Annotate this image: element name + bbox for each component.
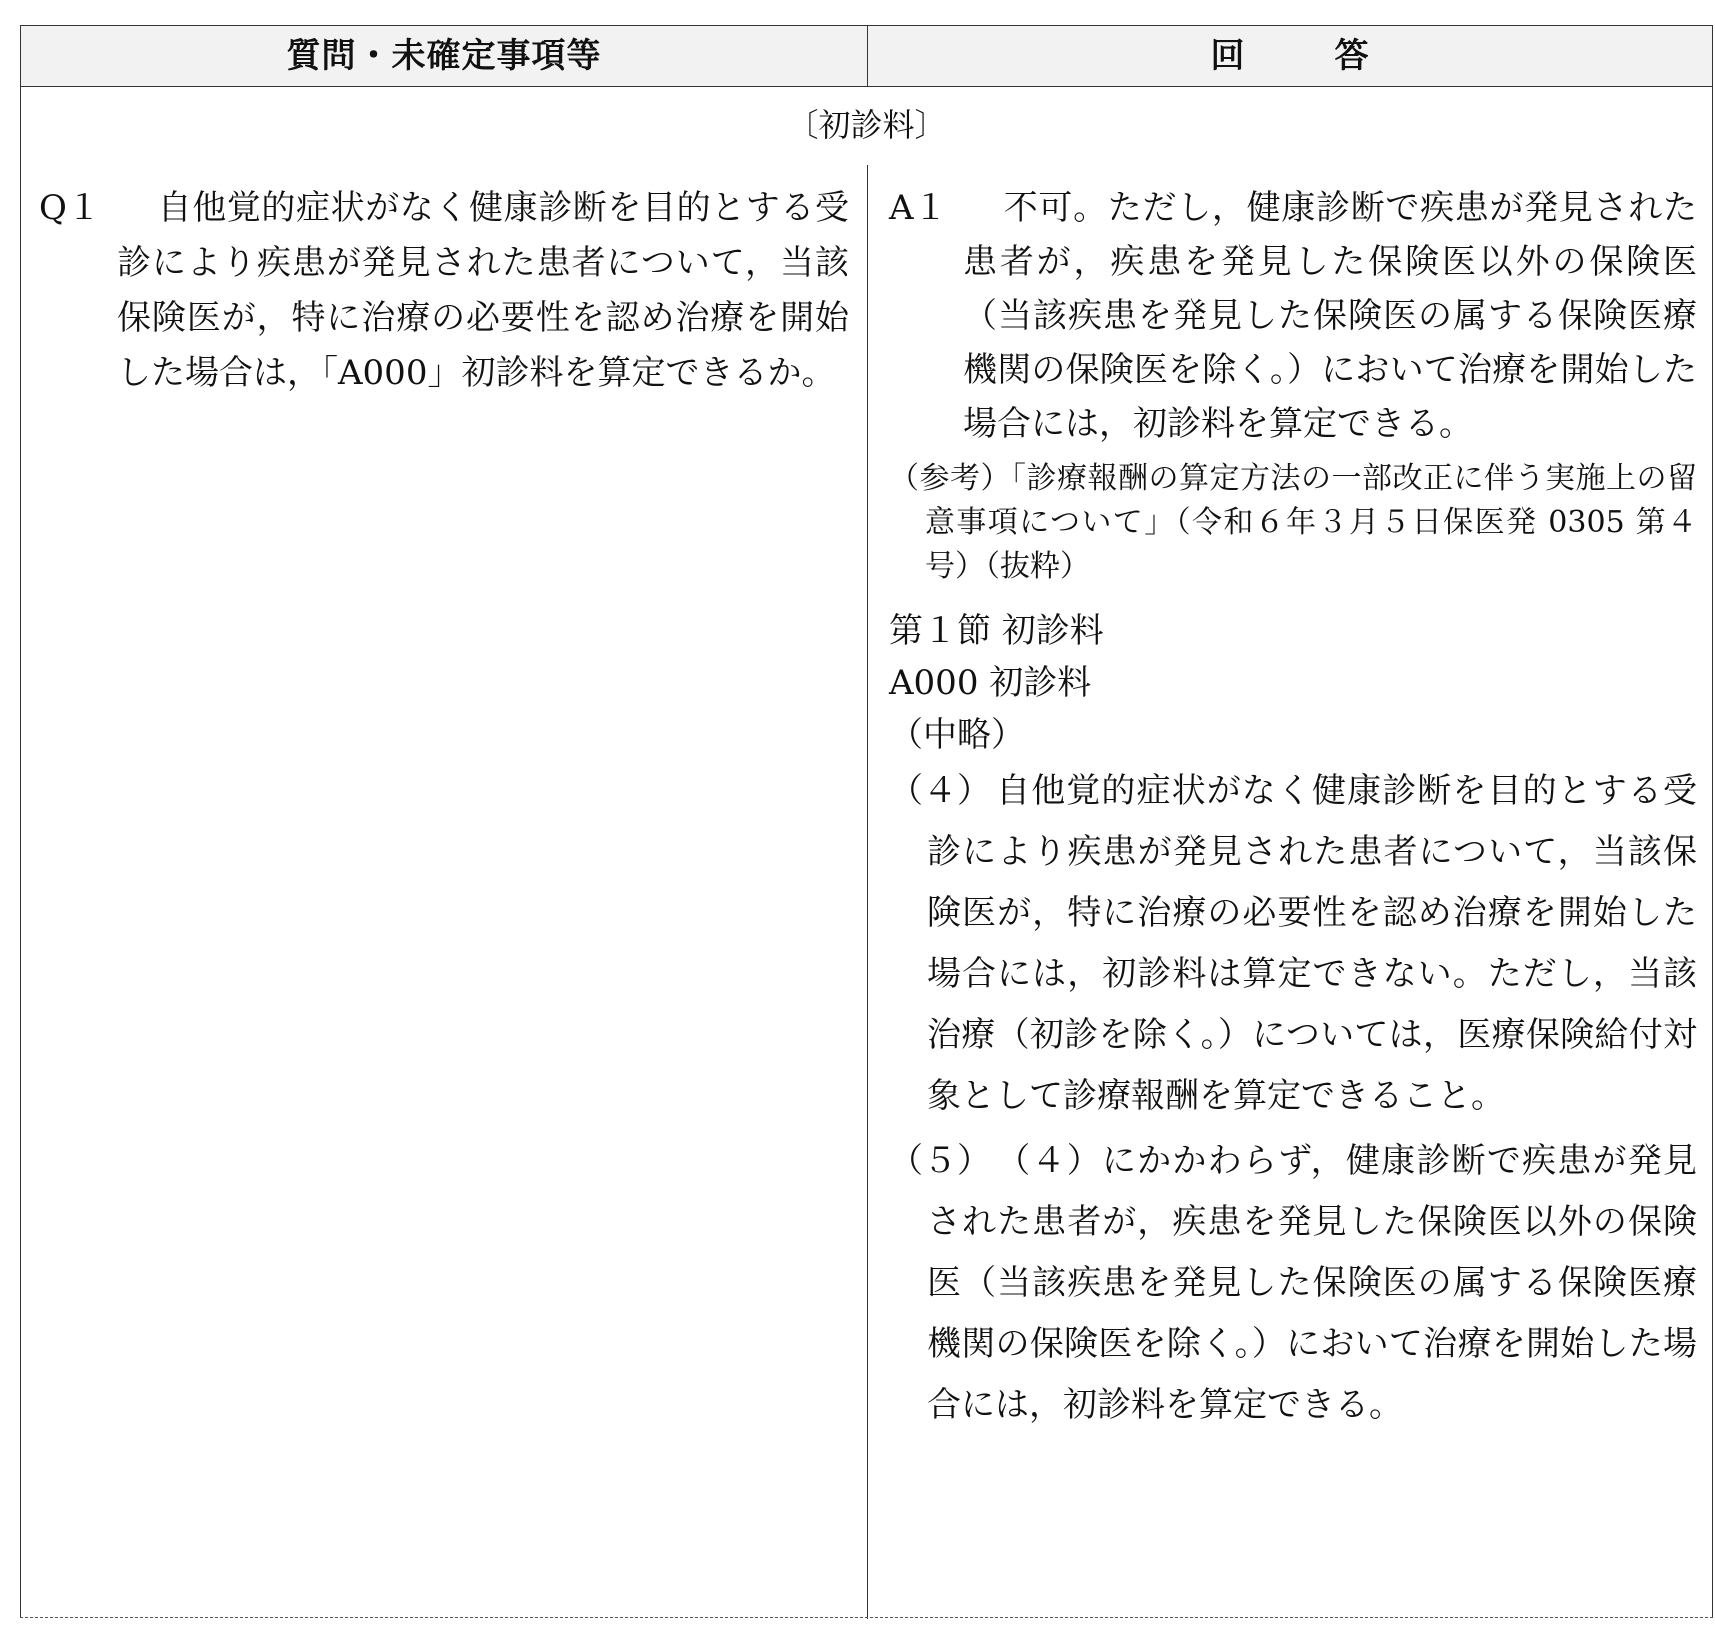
item-text: （４）にかかわらず，健康診断で疾患が発見された患者が，疾患を発見した保険医以外の保険医（当該疾患を発見した保険医の属する保険医療機関の保険医を除く。）において治療を開始した場合には，初診料を算定できる。 [927,1141,1697,1425]
answer-column [889,181,1697,1436]
answer-label: A１ [889,188,948,228]
question-entry [39,181,849,401]
reference-note: （参考）「診療報酬の算定方法の一部改正に伴う実施上の留意事項について」（令和６年３月５日保医発 0305 第４号）（抜粋） [889,461,1697,584]
list-item [889,1131,1697,1436]
column-divider [867,165,868,1619]
question-text: 自他覚的症状がなく健康診断を目的とする受診により疾患が発見された患者について，当該保険医が，特に治療の必要性を認め治療を開始した場合は，「A000」初診料を算定できるか。 [117,188,849,393]
subsection-heading: A000 初診料 [889,663,1092,703]
table-header [21,26,1712,87]
omission-note: （中略） [889,715,1025,755]
header-answer: 回答 [1210,36,1459,76]
question-label: Q１ [39,188,101,228]
question-column [39,181,849,401]
section-title: 〔初診料〕 [786,106,947,144]
continuation-border [20,1617,1713,1618]
qa-table [20,25,1713,1618]
item-number: （４） [889,771,991,811]
answer-text: 不可。ただし，健康診断で疾患が発見された患者が，疾患を発見した保険医以外の保険医（当該疾患を発見した保険医の属する保険医療機関の保険医を除く。）において治療を開始した場合には，初診料を算定できる。 [963,188,1697,444]
answer-entry [889,181,1697,451]
item-text: 自他覚的症状がなく健康診断を目的とする受診により疾患が発見された患者について，当該保険医が，特に治療の必要性を認め治療を開始した場合には，初診料は算定できない。ただし，当該治療（初診を除く。）については，医療保険給付対象として診療報酬を算定できること。 [927,771,1697,1116]
header-question: 質問・未確定事項等 [286,36,602,76]
list-item [889,761,1697,1127]
section-heading: 第１節 初診料 [889,611,1104,651]
item-number: （５） [889,1141,991,1181]
